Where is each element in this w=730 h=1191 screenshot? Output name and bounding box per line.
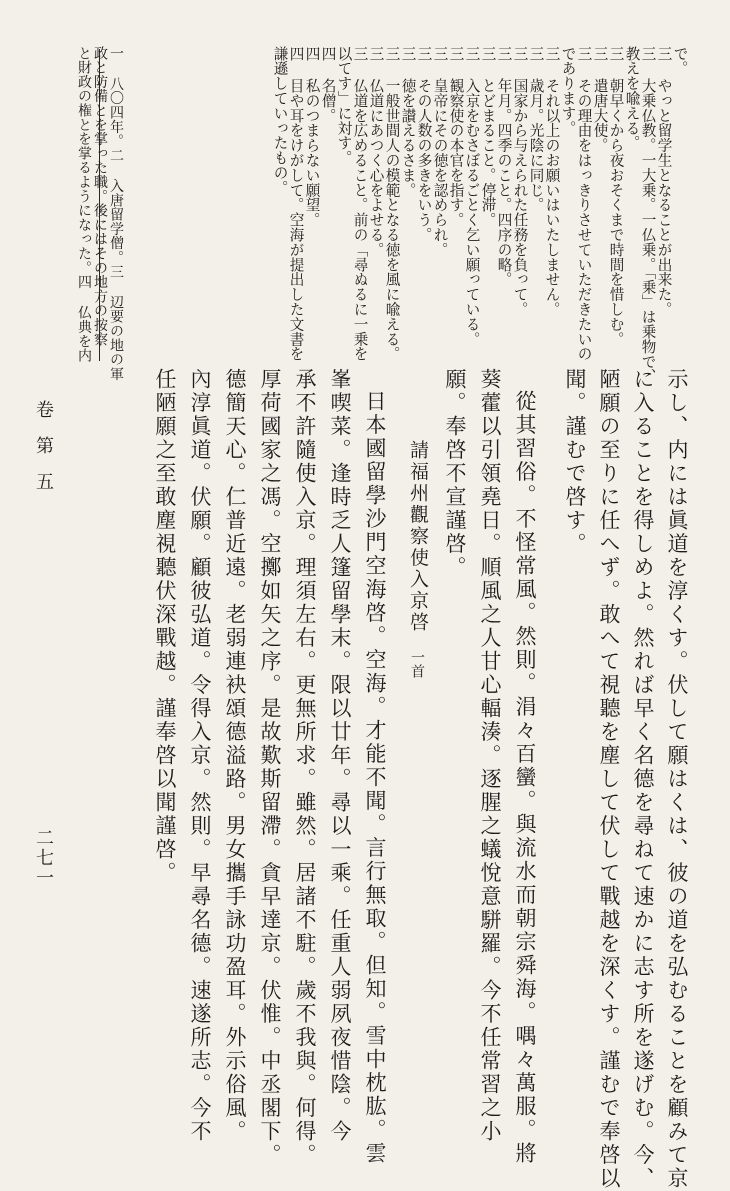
- letter-body-line: 任陋願之至敢塵視聽伏深戰越。謹奉啓以聞謹啓。: [153, 368, 177, 885]
- main-text-line: 願。奉啓不宣謹啓。: [443, 368, 467, 580]
- page-number: 二七一: [33, 828, 54, 888]
- annotation-line: 四 私のつまらない願望。: [303, 46, 321, 228]
- annotation-line: 三 遣唐大使。: [591, 46, 609, 153]
- annotation-line: 四 目や耳をけがして。空海が提出した文書を: [287, 46, 305, 362]
- footnote-line: と財政の権とを掌るようになった。四 仏典を内: [76, 46, 92, 363]
- volume-label: 卷第五: [33, 400, 54, 508]
- main-text-line: に入ることを得しめよ。然れば早く名德を尋ねて速かに志す所を遂げむ。今、: [631, 368, 655, 1191]
- main-text-line: 示し、内には眞道を淳くす。伏して願はくは、彼の道を弘むることを顧みて京: [665, 368, 689, 1191]
- main-text-line: 從其習俗。不怪常風。然則。涓々百蠻。與流水而朝宗舜海。喁々萬服。將: [513, 390, 537, 1166]
- letter-body-line: 內淳眞道。伏願。顧彼弘道。令得入京。然則。早尋名德。速遂所志。今不: [188, 368, 212, 1144]
- annotation-line: 三 年月。四季のこと。四序の略。: [495, 46, 513, 287]
- letter-body-line: 承不許隨使入京。理須左右。更無所求。雖然。居諸不駐。歲不我與。何得。: [293, 368, 317, 1167]
- letter-body-line: 日本國留學沙門空海啓。空海。才能不聞。言行無取。但知。雪中枕肱。雲: [363, 390, 387, 1166]
- annotation-line: 三 皇帝にその徳を認められ。: [431, 46, 449, 257]
- letter-body-line: 峯喫菜。逢時乏人篷留學末。限以廿年。尋以一乘。任重人弱夙夜惜陰。今: [328, 368, 352, 1144]
- annotation-line: 三 歳月。光陰に同じ。: [527, 46, 545, 213]
- annotation-line: であります。: [559, 46, 577, 136]
- letter-body-line: 德簡天心。仁普近遠。老弱連袂頌德溢路。男女攜手詠功盈耳。外示俗風。: [223, 368, 247, 1144]
- letter-heading-count: 一首: [409, 650, 425, 679]
- annotation-line: 以てす」に対す。: [335, 46, 353, 166]
- annotation-line: 三 一般世間人の模範となる徳を風に喩える。: [383, 46, 401, 362]
- annotation-line: 三 観察使の本官を指す。: [447, 46, 465, 228]
- footnote-line: 一 八〇四年。二 入唐留学僧。三 辺要の地の軍: [108, 46, 124, 381]
- annotation-line: 三 大乗仏教。一大乗。一仏乗。「乗」は乗物で、: [639, 46, 657, 384]
- annotation-line: 三 それ以上のお願いはいたしません。: [543, 46, 561, 317]
- annotation-line: 三 やっと留学生となることが出来た。: [655, 46, 673, 317]
- letter-heading-title: 請福州觀察使入京啓: [407, 440, 429, 634]
- annotation-line: 謙遜していったもの。: [271, 46, 289, 195]
- letter-body-line: 厚荷國家之馮。空擲如矢之序。是故歎斯留滯。貪早達京。伏惟。中丞閣下。: [258, 368, 282, 1167]
- annotation-line: 三 徳を讃えるさま。: [399, 46, 417, 198]
- footnote-line: 政と防備とを掌った職。後にはその地方の按察: [92, 46, 108, 347]
- annotation-line: 三 その人数の多きをいう。: [415, 46, 433, 243]
- letter-heading: [408, 440, 427, 634]
- annotation-line: 三 とどまること。停滞。: [479, 46, 497, 228]
- annotation-line: 三 仏道にあつく心をよせる。: [367, 46, 385, 257]
- annotation-line: 四 名僧。: [319, 46, 337, 123]
- annotation-line: 三 その理由をはっきりさせていただきたいの: [575, 46, 593, 362]
- annotation-line: 三 入京をむさぼるごとく乞い願っている。: [463, 46, 481, 347]
- annotation-line: 三 国家から与えられた任務を負って。: [511, 46, 529, 317]
- annotation-line: 三 仏道を広めること。前の「尋ぬるに一乗を: [351, 46, 369, 362]
- main-text-line: 葵藿以引領堯日。順風之人甘心輻湊。逐腥之蟻悅意駢羅。今不任常習之小: [478, 368, 502, 1144]
- main-text-line: 陋願の至りに任へず。敢へて視聽を塵して伏して戰越を深くす。謹むで奉啓以: [597, 368, 621, 1191]
- main-text-line: 聞。謹むで啓す。: [563, 368, 587, 556]
- annotation-line: 三 朝早くから夜おそくまで時間を惜しむ。: [607, 46, 625, 347]
- annotation-line: で。: [671, 46, 689, 76]
- annotation-line: 教えを喩える。: [623, 46, 641, 151]
